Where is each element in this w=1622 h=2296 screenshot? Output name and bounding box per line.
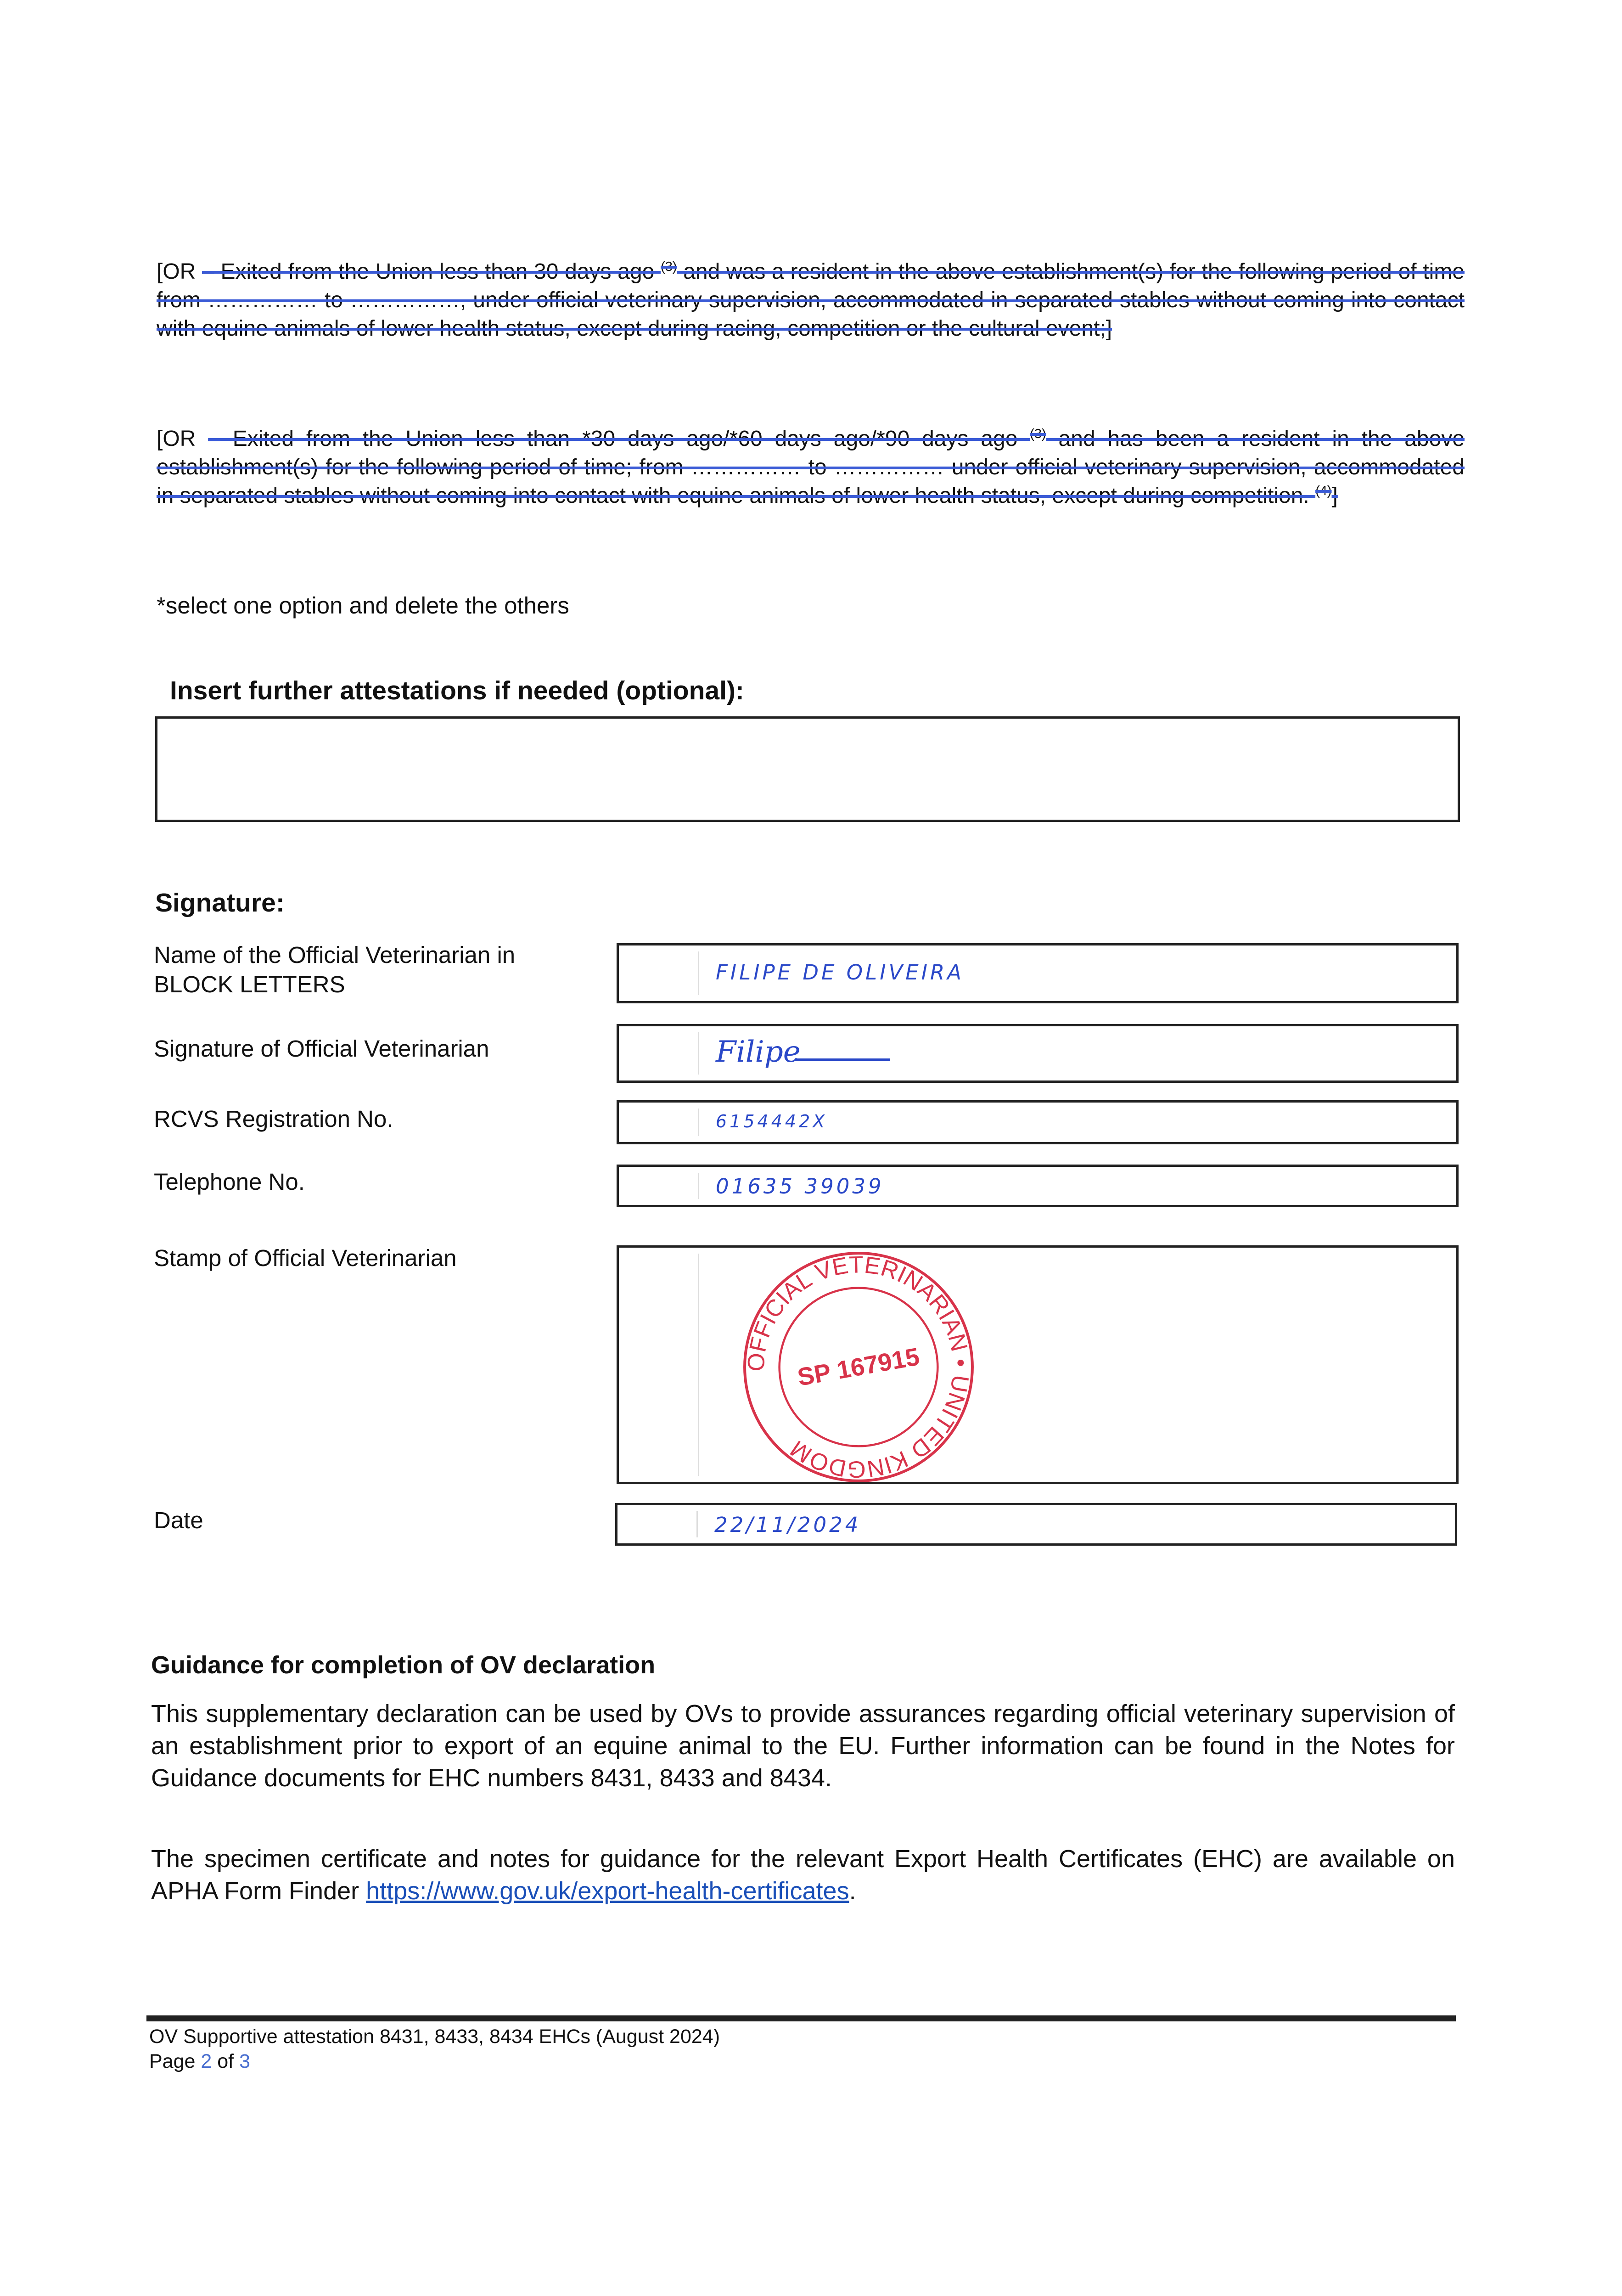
date-label: Date — [154, 1507, 203, 1533]
or-prefix: [OR — [157, 259, 202, 284]
footer-rule — [146, 2015, 1456, 2021]
further-attestations-box[interactable] — [155, 716, 1460, 822]
current-page: 2 — [201, 2050, 212, 2072]
or-prefix: [OR — [157, 427, 208, 451]
ov-name-label: Name of the Official Veterinarian in BLOCK LETTERS — [154, 942, 516, 997]
option-paragraph-2 — [157, 425, 1465, 510]
struck-text: – Exited from the Union less than *30 days ago/*60 days ago/*90 days ago — [208, 427, 1030, 451]
signature-stroke — [795, 1058, 890, 1061]
guidance-text-end: . — [849, 1877, 856, 1905]
guidance-heading: Guidance for completion of OV declaration — [151, 1651, 656, 1679]
stamp-ring-text: OFFICIAL VETERINARIAN • UNITED KINGDOM — [742, 1251, 975, 1483]
total-pages: 3 — [239, 2050, 250, 2072]
rcvs-field[interactable] — [617, 1100, 1459, 1144]
telephone-label: Telephone No. — [154, 1169, 305, 1195]
stamp-number: SP 167915 — [795, 1342, 922, 1391]
select-note: *select one option and delete the others — [157, 592, 569, 619]
further-attestations-heading: Insert further attestations if needed (optional): — [170, 676, 744, 705]
date-value: 22/11/2024 — [714, 1513, 861, 1537]
official-stamp — [739, 1248, 991, 1500]
struck-text: and has been a resident in the above establishment(s) for the following period of time; from …………… to …………… under official veterinary supervision, accommodated in separated stables without coming into contact with equine animals of lower health status, except during competition. — [157, 427, 1465, 508]
struck-text: – Exited from the Union less than 30 days ago — [202, 259, 661, 284]
form-finder-link[interactable]: https://www.gov.uk/export-health-certificates — [366, 1877, 849, 1905]
option-paragraph-1 — [157, 258, 1465, 343]
struck-text: and was a resident in the above establishment(s) for the following period of time from …………… to ……………, under official veterinary supervision, accommodated in separated stables without coming into contact with equine animals of lower health status, except during racing, competition or the cultural event;] — [157, 259, 1465, 341]
ov-name-value: FILIPE DE OLIVEIRA — [716, 960, 965, 985]
footnote-ref: (3) — [1030, 427, 1046, 441]
of-word: of — [212, 2050, 240, 2072]
ov-name-field[interactable] — [617, 943, 1459, 1003]
rcvs-label: RCVS Registration No. — [154, 1106, 393, 1132]
stamp-graphic — [739, 1248, 978, 1486]
struck-text: ] — [1331, 484, 1338, 508]
footnote-ref: (4) — [1315, 484, 1332, 498]
page-word: Page — [149, 2050, 201, 2072]
guidance-text: The specimen certificate and notes for guidance for the relevant Export Health Certificates (EHC) are available on APHA Form Finder — [151, 1845, 1455, 1905]
footer — [149, 2024, 720, 2074]
footer-doc-title: OV Supportive attestation 8431, 8433, 8434 EHCs (August 2024) — [149, 2026, 720, 2048]
guidance-paragraph-2 — [151, 1843, 1455, 1907]
signature-heading: Signature: — [155, 888, 285, 917]
stamp-label: Stamp of Official Veterinarian — [154, 1245, 457, 1271]
signature-field[interactable] — [617, 1024, 1459, 1083]
telephone-value: 01635 39039 — [716, 1174, 884, 1199]
guidance-paragraph-1: This supplementary declaration can be used by OVs to provide assurances regarding official veterinary supervision of an establishment prior to export of an equine animal to the EU. Further information can be found in the Notes for Guidance documents for EHC numbers 8431, 8433 and 8434. — [151, 1700, 1455, 1792]
stamp-field[interactable] — [617, 1245, 1459, 1484]
page-number — [149, 2049, 720, 2074]
telephone-field[interactable] — [617, 1165, 1459, 1207]
signature-value: Filipe — [716, 1035, 801, 1069]
footnote-ref: (3) — [661, 259, 677, 274]
rcvs-value: 6154442X — [716, 1111, 828, 1131]
date-field[interactable] — [615, 1503, 1457, 1546]
signature-label: Signature of Official Veterinarian — [154, 1035, 489, 1062]
